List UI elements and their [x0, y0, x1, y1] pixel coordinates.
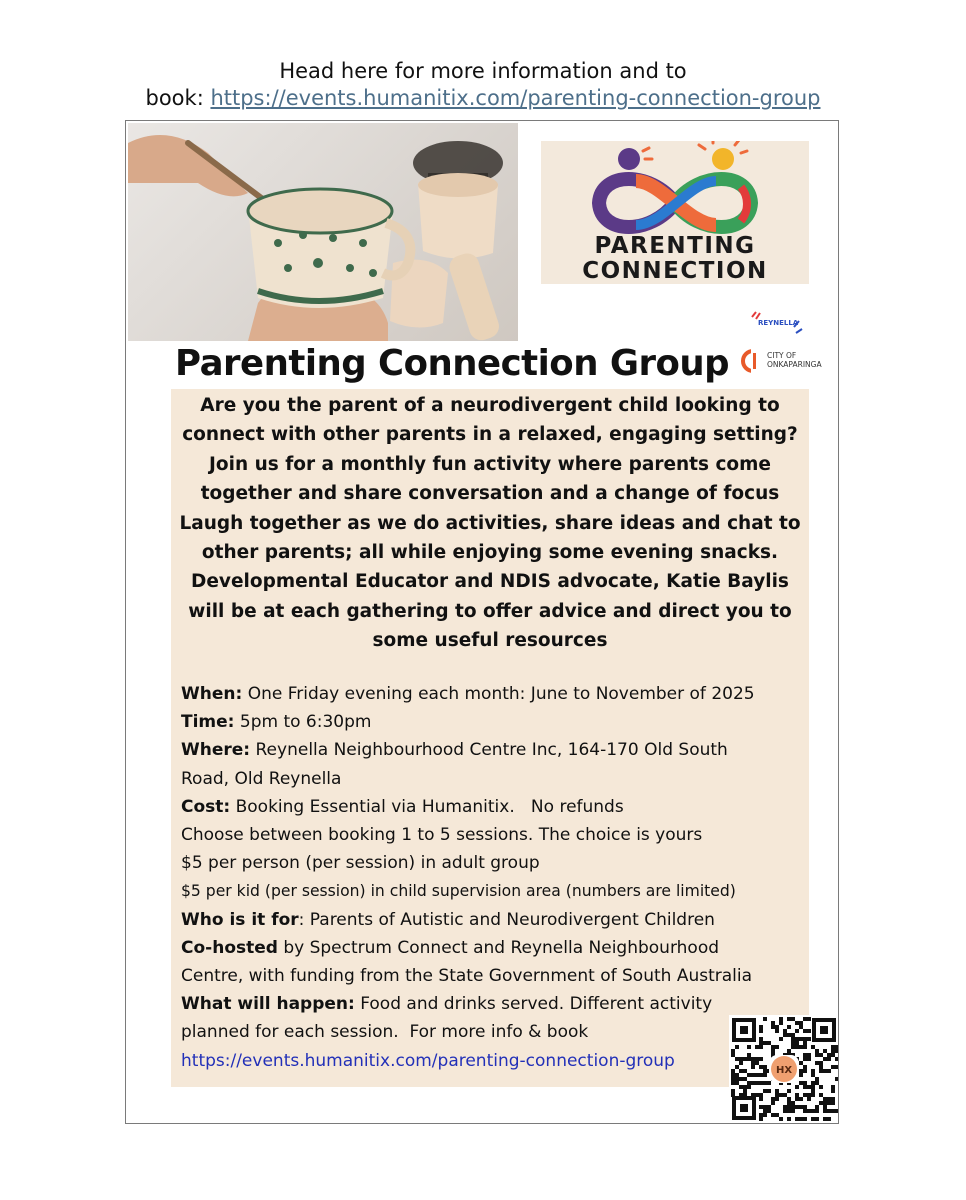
header-booking-link[interactable]: https://events.humanitix.com/parenting-connection-group [210, 86, 821, 110]
header-line-1: Head here for more information and to [279, 59, 687, 83]
adult-price-row: $5 per person (per session) in adult group [181, 853, 540, 874]
info-panel [171, 389, 809, 1087]
intro-line: Join us for a monthly fun activity where parents come [209, 453, 771, 475]
qr-badge-text: HX [775, 1065, 793, 1076]
flyer [125, 120, 839, 1124]
who-value: : Parents of Autistic and Neurodivergent Children [298, 909, 715, 930]
cohosted-row [181, 934, 806, 962]
intro-line: Developmental Educator and NDIS advocate, Katie Baylis [191, 571, 789, 593]
event-details [181, 680, 806, 1075]
cohosted-label: Co-hosted [181, 937, 278, 958]
time-label: Time: [181, 712, 235, 733]
time-value: 5pm to 6:30pm [234, 712, 372, 733]
qr-code[interactable] [729, 1015, 839, 1123]
city-logo-line-1: CITY OF [767, 351, 797, 360]
cost-row [181, 793, 806, 821]
when-value: One Friday evening each month: June to November of 2025 [242, 684, 755, 704]
pottery-photo [128, 123, 518, 341]
when-label: When: [181, 684, 243, 704]
cost-value: Booking Essential via Humanitix. No refunds [230, 796, 624, 817]
header-line-2 [0, 85, 966, 112]
intro-line: Laugh together as we do activities, share ideas and chat to [179, 512, 801, 534]
logo-text-connection: CONNECTION [582, 258, 768, 284]
intro-line: together and share conversation and a change of focus [200, 483, 780, 505]
intro-line: will be at each gathering to offer advice and direct you to [188, 600, 792, 622]
intro-line: Are you the parent of a neurodivergent child looking to [200, 395, 780, 416]
qr-code-icon [729, 1015, 839, 1123]
header-text [0, 58, 966, 112]
what-value: Food and drinks served. Different activity [354, 994, 713, 1015]
what-row [181, 990, 806, 1018]
infinity-logo-icon [541, 141, 809, 237]
booking-link-row [181, 1047, 806, 1075]
city-of-onkaparinga-logo [741, 349, 839, 379]
cohosted-row-2: Centre, with funding from the State Government of South Australia [181, 966, 753, 987]
who-label: Who is it for [181, 909, 299, 930]
where-row-2: Road, Old Reynella [181, 768, 342, 789]
intro-line: some useful resources [372, 630, 608, 652]
reynella-logo-icon [746, 309, 806, 339]
header-book-prefix: book: [145, 86, 211, 110]
logo-text-parenting: PARENTING [594, 233, 756, 259]
reynella-logo [746, 309, 806, 339]
flyer-booking-link[interactable]: https://events.humanitix.com/parenting-connection-group [181, 1050, 675, 1071]
city-logo-line-2: ONKAPARINGA [767, 360, 822, 369]
time-row [181, 708, 806, 736]
where-value: Reynella Neighbourhood Centre Inc, 164-170 Old South [250, 740, 728, 761]
choose-row: Choose between booking 1 to 5 sessions. The choice is yours [181, 825, 703, 846]
kid-price-row: $5 per kid (per session) in child supervision area (numbers are limited) [181, 882, 736, 901]
intro-line: other parents; all while enjoying some evening snacks. [201, 542, 779, 564]
intro-text [171, 391, 809, 656]
intro-line: connect with other parents in a relaxed, engaging setting? [182, 424, 798, 446]
where-label: Where: [181, 740, 251, 761]
pottery-image [128, 123, 518, 341]
where-row [181, 736, 806, 764]
when-row [181, 680, 806, 708]
parenting-connection-logo [541, 141, 809, 284]
flyer-title: Parenting Connection Group [175, 343, 730, 384]
what-label: What will happen: [181, 994, 355, 1015]
cost-label: Cost: [181, 796, 231, 817]
city-logo-text [767, 351, 822, 369]
reynella-logo-text: REYNELLA [758, 319, 799, 327]
cohosted-value: by Spectrum Connect and Reynella Neighbourhood [277, 937, 720, 958]
who-row [181, 906, 806, 934]
onkaparinga-logo-icon [741, 349, 765, 373]
what-row-2: planned for each session. For more info & book [181, 1022, 589, 1043]
